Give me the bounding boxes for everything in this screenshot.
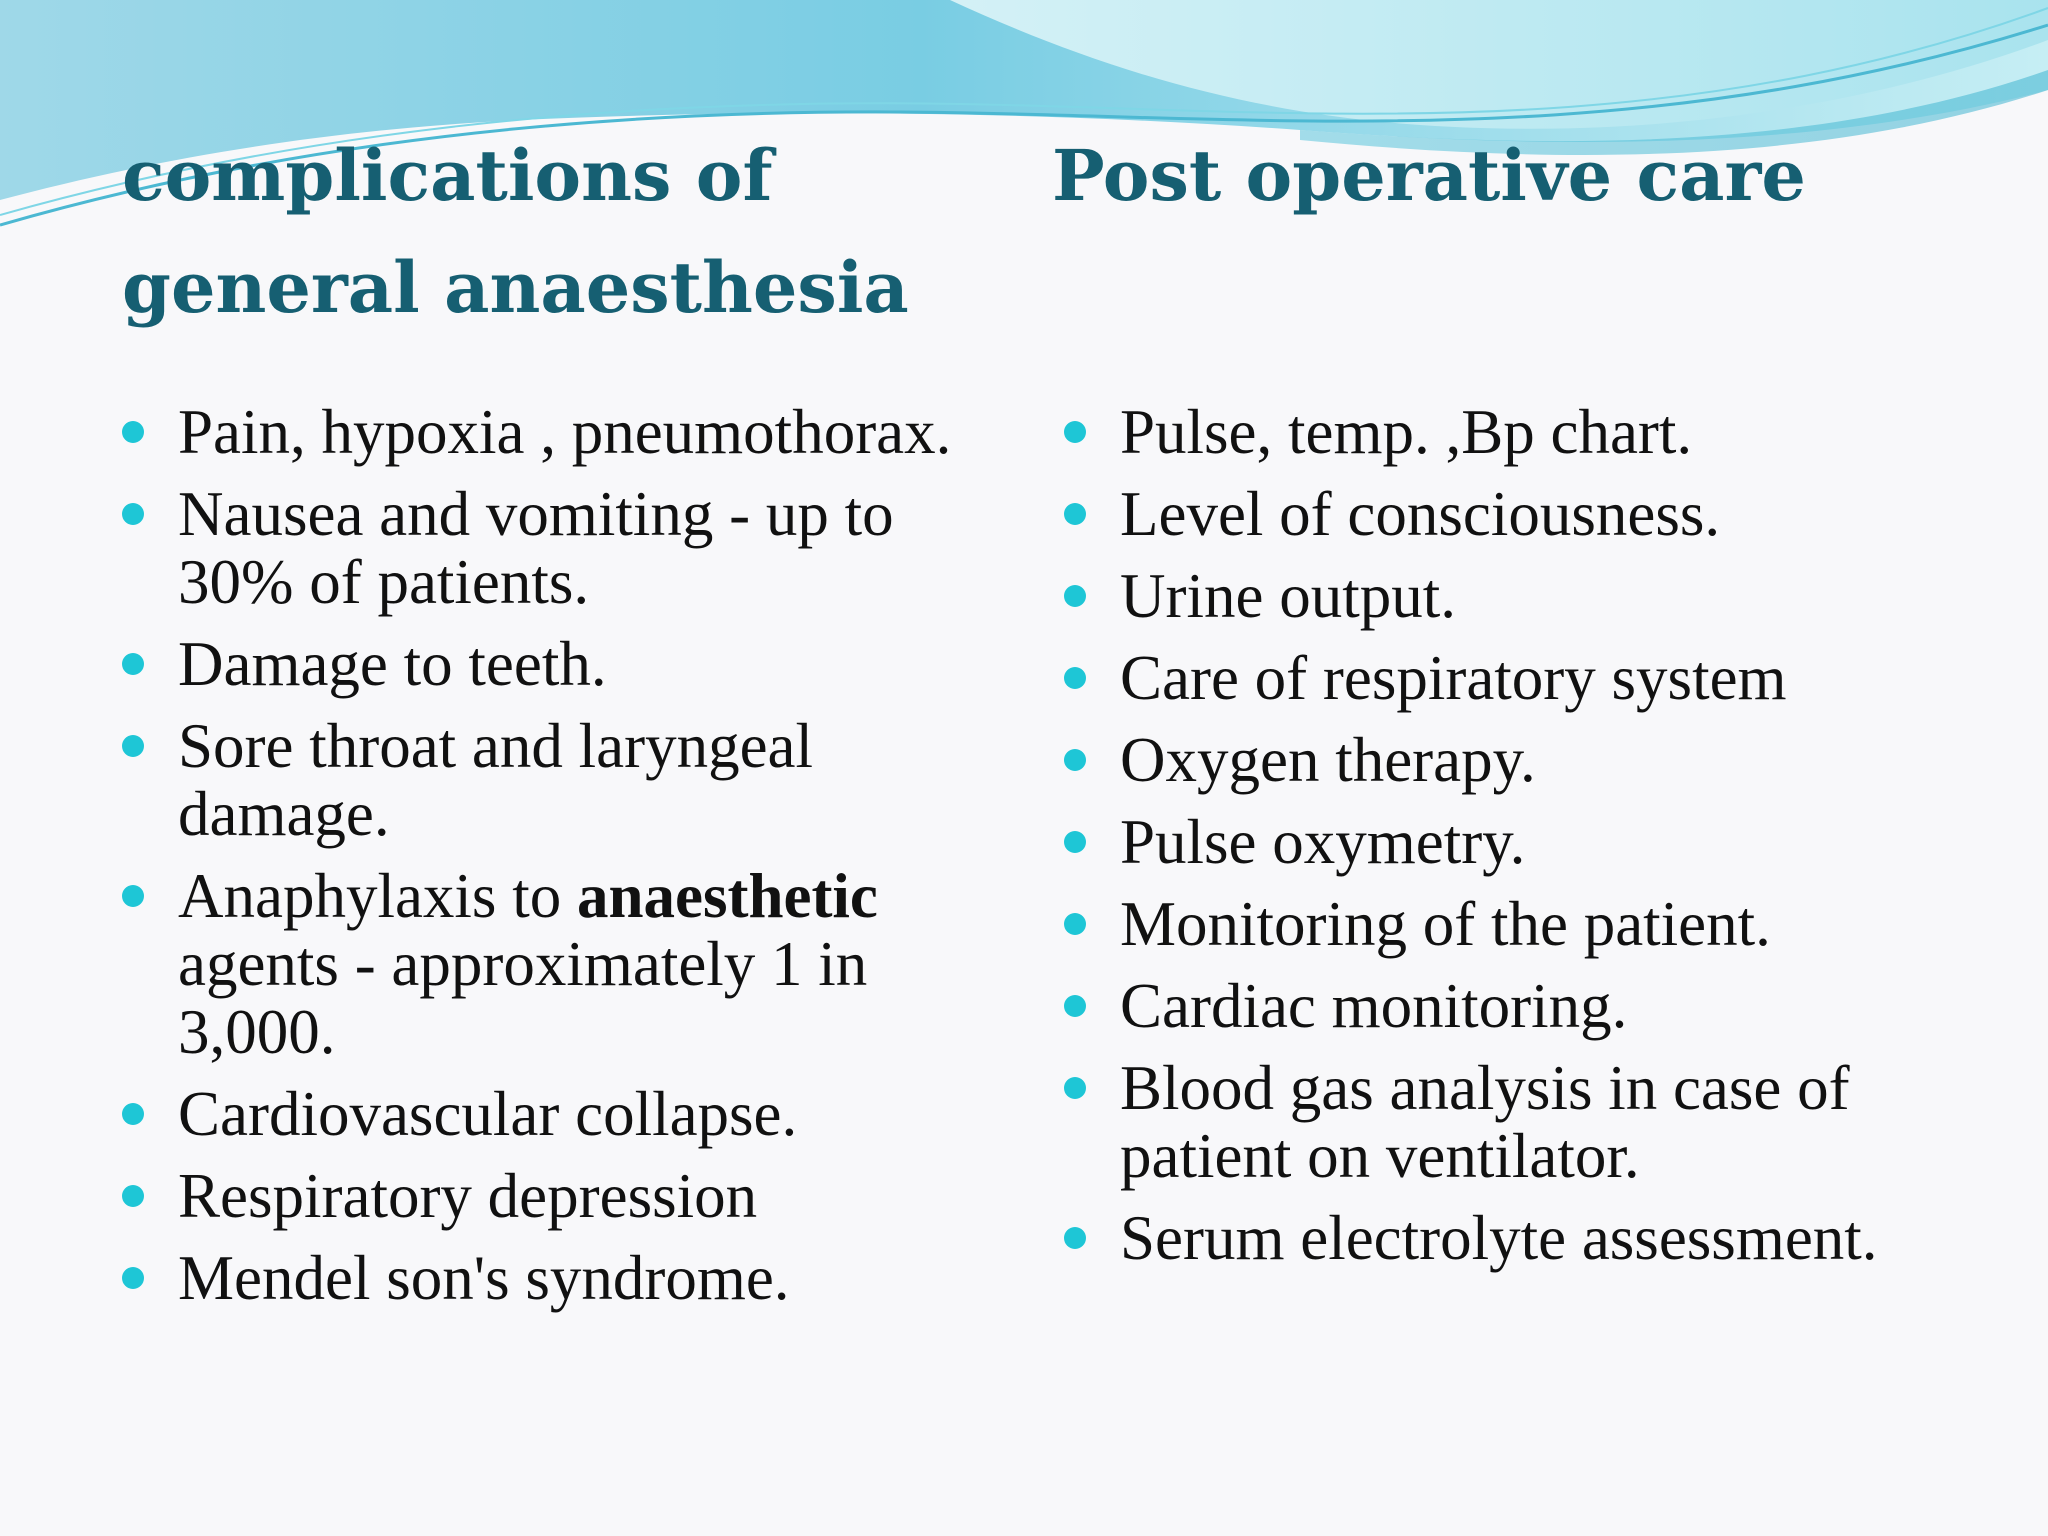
list-item [1064, 562, 1964, 630]
bullet-dot-icon [1064, 667, 1086, 689]
list-item-text: Pulse, temp. ,Bp chart. [1120, 397, 1693, 467]
list-item-bold-text: anaesthetic [576, 861, 878, 931]
list-item [1064, 1204, 1964, 1272]
list-item-text: Pulse oxymetry. [1120, 807, 1526, 877]
list-item [122, 1244, 972, 1312]
left-title-line2: general anaesthesia [122, 246, 909, 329]
bullet-dot-icon [1064, 503, 1086, 525]
list-item-text-after: agents - approximately 1 in 3,000. [178, 929, 868, 1067]
list-item-text: Urine output. [1120, 561, 1456, 631]
bullet-dot-icon [122, 885, 144, 907]
list-item-text: Oxygen therapy. [1120, 725, 1536, 795]
list-item [1064, 972, 1964, 1040]
list-item [122, 480, 972, 616]
list-item [1064, 644, 1964, 712]
right-column-title: Post operative care [1052, 134, 1806, 217]
bullet-dot-icon [1064, 1077, 1086, 1099]
list-item [122, 630, 972, 698]
bullet-dot-icon [122, 1185, 144, 1207]
list-item-text: Mendel son's syndrome. [178, 1243, 790, 1313]
list-item-text: Monitoring of the patient. [1120, 889, 1771, 959]
list-item [122, 398, 972, 466]
list-item-text: Level of consciousness. [1120, 479, 1721, 549]
list-item-text: Blood gas analysis in case of patient on ventilator. [1120, 1053, 1850, 1191]
list-item-text: Damage to teeth. [178, 629, 607, 699]
post-operative-care-list [1064, 398, 1964, 1286]
list-item [122, 862, 972, 1066]
list-item-text-before: Anaphylaxis to [178, 861, 577, 931]
list-item [1064, 890, 1964, 958]
list-item [122, 712, 972, 848]
bullet-dot-icon [122, 1103, 144, 1125]
list-item [122, 1080, 972, 1148]
list-item-text: Care of respiratory system [1120, 643, 1787, 713]
list-item-text: Serum electrolyte assessment. [1120, 1203, 1878, 1273]
list-item [1064, 480, 1964, 548]
list-item [1064, 808, 1964, 876]
complications-list [122, 398, 972, 1326]
bullet-dot-icon [122, 653, 144, 675]
bullet-dot-icon [1064, 749, 1086, 771]
bullet-dot-icon [122, 503, 144, 525]
bullet-dot-icon [122, 421, 144, 443]
bullet-dot-icon [122, 1267, 144, 1289]
bullet-dot-icon [1064, 995, 1086, 1017]
bullet-dot-icon [1064, 585, 1086, 607]
list-item-text: Cardiovascular collapse. [178, 1079, 798, 1149]
bullet-dot-icon [1064, 421, 1086, 443]
list-item-text: Cardiac monitoring. [1120, 971, 1628, 1041]
list-item [122, 1162, 972, 1230]
bullet-dot-icon [1064, 913, 1086, 935]
left-title-line1: complications of [122, 134, 773, 217]
list-item [1064, 726, 1964, 794]
bullet-dot-icon [1064, 1227, 1086, 1249]
list-item [1064, 398, 1964, 466]
list-item-text: Sore throat and laryngeal damage. [178, 711, 814, 849]
list-item-text: Nausea and vomiting - up to 30% of patients. [178, 479, 894, 617]
left-column-title [122, 120, 1002, 344]
list-item-text: Pain, hypoxia , pneumothorax. [178, 397, 952, 467]
bullet-dot-icon [1064, 831, 1086, 853]
bullet-dot-icon [122, 735, 144, 757]
list-item [1064, 1054, 1964, 1190]
list-item-text: Respiratory depression [178, 1161, 758, 1231]
